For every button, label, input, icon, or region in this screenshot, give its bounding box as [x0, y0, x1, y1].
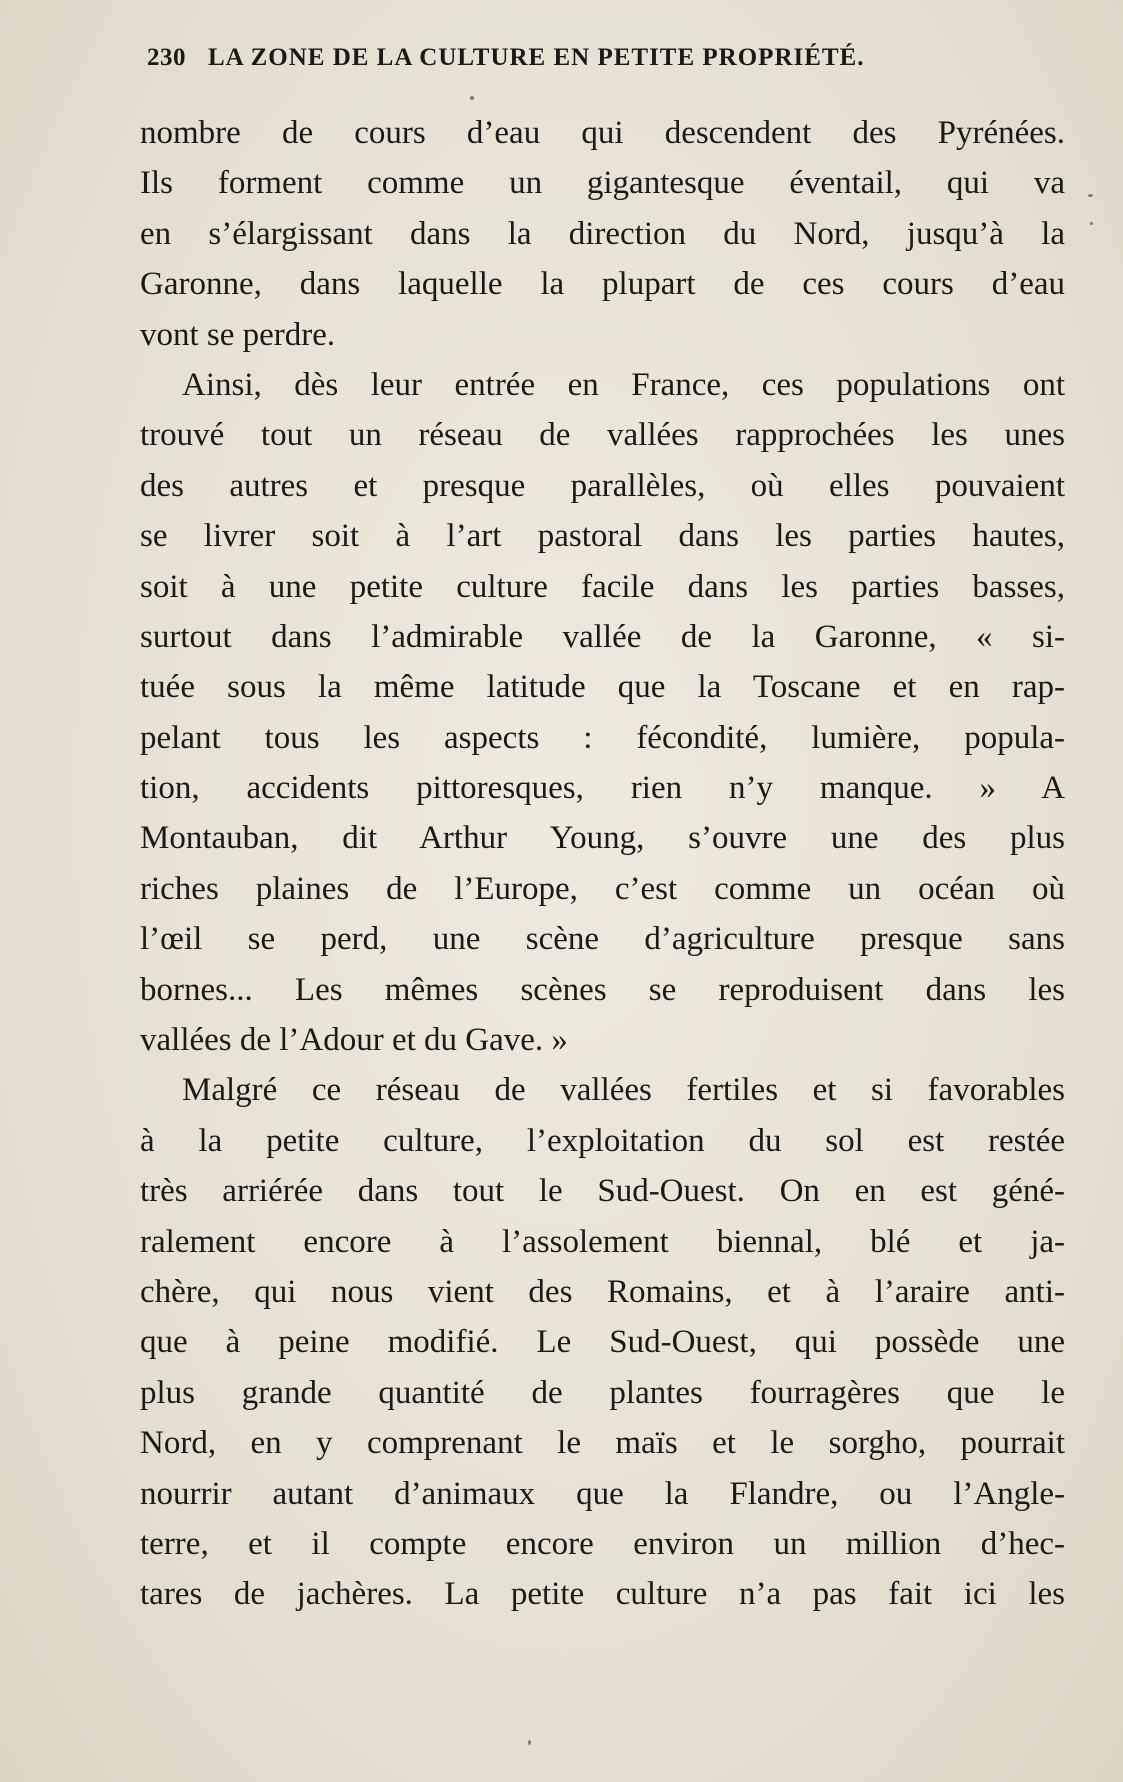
text-line: chère, qui nous vient des Romains, et à l’araire anti- [140, 1273, 1065, 1310]
text-line: l’œil se perd, une scène d’agriculture presque sans [140, 921, 1065, 958]
paragraph-first-line: Malgré ce réseau de vallées fertiles et si favorables [182, 1072, 1065, 1109]
text-line: en s’élargissant dans la direction du Nord, jusqu’à la [140, 215, 1065, 252]
text-line: Garonne, dans laquelle la plupart de ces cours d’eau [140, 266, 1065, 303]
paper-speck [470, 96, 474, 100]
text-line: nourrir autant d’animaux que la Flandre, ou l’Angle- [140, 1475, 1065, 1512]
text-line: se livrer soit à l’art pastoral dans les parties hautes, [140, 518, 1065, 555]
text-line: pelant tous les aspects : fécondité, lumière, popula- [140, 719, 1065, 756]
text-line: tuée sous la même latitude que la Toscane et en rap- [140, 669, 1065, 706]
text-line: tion, accidents pittoresques, rien n’y manque. » A [140, 770, 1065, 807]
text-line: tares de jachères. La petite culture n’a pas fait ici les [140, 1576, 1065, 1613]
running-head [147, 44, 1027, 72]
body-text [140, 108, 1065, 1620]
text-line: que à peine modifié. Le Sud-Ouest, qui possède une [140, 1324, 1065, 1361]
text-line: très arriérée dans tout le Sud-Ouest. On en est géné- [140, 1173, 1065, 1210]
paper-speck [1088, 194, 1093, 197]
text-line: bornes... Les mêmes scènes se reproduisent dans les [140, 971, 1065, 1008]
text-line: surtout dans l’admirable vallée de la Garonne, « si- [140, 618, 1065, 655]
paper-speck [1090, 222, 1093, 225]
text-line: soit à une petite culture facile dans les parties basses, [140, 568, 1065, 605]
text-line: terre, et il compte encore environ un million d’hec- [140, 1525, 1065, 1562]
text-line: ralement encore à l’assolement biennal, blé et ja- [140, 1223, 1065, 1260]
text-line: Nord, en y comprenant le maïs et le sorgho, pourrait [140, 1425, 1065, 1462]
text-line: Montauban, dit Arthur Young, s’ouvre une des plus [140, 820, 1065, 857]
text-line: vallées de l’Adour et du Gave. » [140, 1022, 568, 1059]
page-number: 230 [147, 44, 186, 71]
running-title: LA ZONE DE LA CULTURE EN PETITE PROPRIÉTÉ. [208, 44, 865, 71]
paragraph-first-line: Ainsi, dès leur entrée en France, ces populations ont [182, 366, 1065, 403]
text-line: des autres et presque parallèles, où elles pouvaient [140, 467, 1065, 504]
text-line: trouvé tout un réseau de vallées rapprochées les unes [140, 417, 1065, 454]
paper-speck [528, 1740, 531, 1745]
text-line: nombre de cours d’eau qui descendent des Pyrénées. [140, 115, 1065, 151]
text-line: riches plaines de l’Europe, c’est comme un océan où [140, 870, 1065, 907]
text-line: vont se perdre. [140, 316, 336, 353]
text-line: plus grande quantité de plantes fourragères que le [140, 1374, 1065, 1411]
text-line: Ils forment comme un gigantesque éventail, qui va [140, 165, 1065, 202]
text-line: à la petite culture, l’exploitation du sol est restée [140, 1122, 1065, 1159]
